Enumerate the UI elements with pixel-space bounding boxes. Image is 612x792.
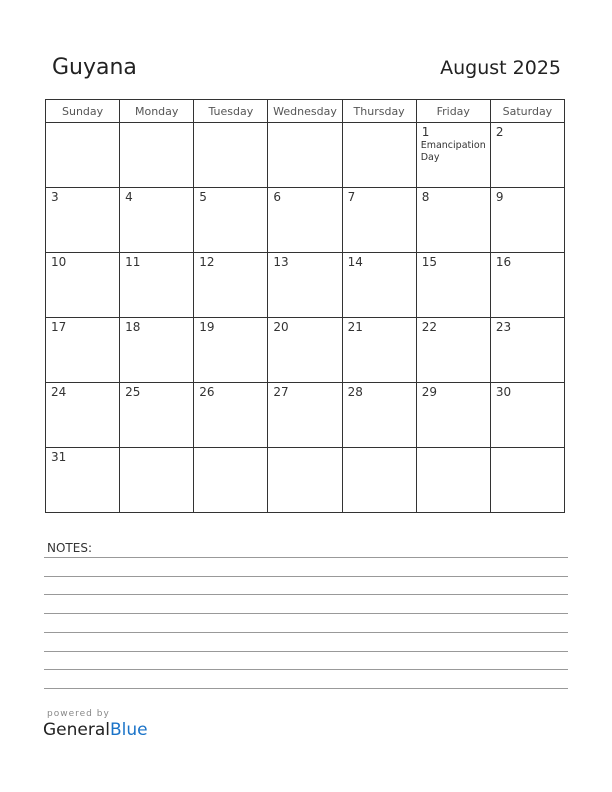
notes-line <box>44 613 568 614</box>
day-cell <box>490 383 564 448</box>
day-cell <box>46 123 120 188</box>
day-number: 16 <box>495 255 512 269</box>
notes-line <box>44 669 568 670</box>
day-cell <box>490 188 564 253</box>
day-number: 22 <box>421 320 437 334</box>
week-row <box>46 123 565 188</box>
notes-line <box>44 594 568 595</box>
day-cell <box>342 123 416 188</box>
day-cell <box>490 123 564 188</box>
day-cell <box>490 448 564 513</box>
day-cell <box>46 383 120 448</box>
day-cell <box>120 188 194 253</box>
day-cell <box>490 253 564 318</box>
day-cell <box>120 448 194 513</box>
day-cell <box>120 318 194 383</box>
day-cell <box>416 383 490 448</box>
day-number: 9 <box>495 190 504 204</box>
day-cell <box>268 383 342 448</box>
weekday-header: Sunday <box>46 100 120 123</box>
day-number: 27 <box>273 385 289 399</box>
day-cell <box>194 383 268 448</box>
day-cell <box>194 448 268 513</box>
notes-line <box>44 632 568 633</box>
day-cell <box>46 253 120 318</box>
week-row <box>46 383 565 448</box>
day-number: 31 <box>51 450 67 464</box>
day-number: 11 <box>125 255 141 269</box>
day-number: 28 <box>347 385 363 399</box>
day-cell <box>416 123 490 188</box>
brand-blue: Blue <box>110 720 148 740</box>
calendar-grid <box>45 99 565 513</box>
weekday-header: Tuesday <box>194 100 268 123</box>
day-number: 12 <box>199 255 215 269</box>
calendar-month-year: August 2025 <box>440 57 561 79</box>
day-cell <box>416 253 490 318</box>
day-number: 13 <box>273 255 289 269</box>
week-row <box>46 253 565 318</box>
notes-line <box>44 557 568 558</box>
day-cell <box>416 188 490 253</box>
day-number: 29 <box>421 385 437 399</box>
day-cell <box>416 448 490 513</box>
calendar-country: Guyana <box>52 55 137 80</box>
day-number: 26 <box>199 385 215 399</box>
notes-line <box>44 688 568 689</box>
day-number: 24 <box>51 385 67 399</box>
day-cell <box>416 318 490 383</box>
weekday-header: Thursday <box>342 100 416 123</box>
day-cell <box>120 123 194 188</box>
day-number: 6 <box>273 190 282 204</box>
day-number: 1 <box>421 125 430 139</box>
day-number: 18 <box>125 320 141 334</box>
day-cell <box>342 448 416 513</box>
day-number: 7 <box>347 190 356 204</box>
day-cell <box>194 123 268 188</box>
day-number: 8 <box>421 190 430 204</box>
day-number: 21 <box>347 320 363 334</box>
notes-label: NOTES: <box>47 541 92 555</box>
day-number: 10 <box>51 255 67 269</box>
weekday-header: Friday <box>416 100 490 123</box>
day-number: 20 <box>273 320 289 334</box>
day-cell <box>342 318 416 383</box>
day-cell <box>194 253 268 318</box>
day-cell <box>268 253 342 318</box>
notes-line <box>44 651 568 652</box>
week-row <box>46 318 565 383</box>
day-number: 2 <box>495 125 504 139</box>
day-number: 3 <box>51 190 59 204</box>
day-number: 23 <box>495 320 512 334</box>
notes-line <box>44 576 568 577</box>
brand-logo <box>43 720 148 740</box>
day-number: 19 <box>199 320 215 334</box>
day-cell <box>268 123 342 188</box>
brand-general: General <box>43 720 110 740</box>
day-number: 15 <box>421 255 437 269</box>
day-cell <box>194 188 268 253</box>
day-cell <box>120 253 194 318</box>
weekday-header-row <box>46 100 565 123</box>
day-number: 17 <box>51 320 67 334</box>
weekday-header: Monday <box>120 100 194 123</box>
day-number: 5 <box>199 190 207 204</box>
day-cell <box>268 318 342 383</box>
day-cell <box>120 383 194 448</box>
powered-by-text: powered by <box>47 709 110 719</box>
weekday-header: Wednesday <box>268 100 342 123</box>
day-cell <box>490 318 564 383</box>
day-number: 30 <box>495 385 512 399</box>
day-number: 4 <box>125 190 133 204</box>
weekday-header: Saturday <box>490 100 564 123</box>
day-cell <box>342 188 416 253</box>
day-number: 14 <box>347 255 363 269</box>
day-cell <box>194 318 268 383</box>
day-cell <box>342 383 416 448</box>
day-cell <box>342 253 416 318</box>
day-cell <box>46 188 120 253</box>
holiday-label: Emancipation Day <box>420 140 486 163</box>
day-cell <box>268 188 342 253</box>
day-cell <box>268 448 342 513</box>
day-cell <box>46 318 120 383</box>
day-cell <box>46 448 120 513</box>
week-row <box>46 188 565 253</box>
day-number: 25 <box>125 385 141 399</box>
week-row <box>46 448 565 513</box>
